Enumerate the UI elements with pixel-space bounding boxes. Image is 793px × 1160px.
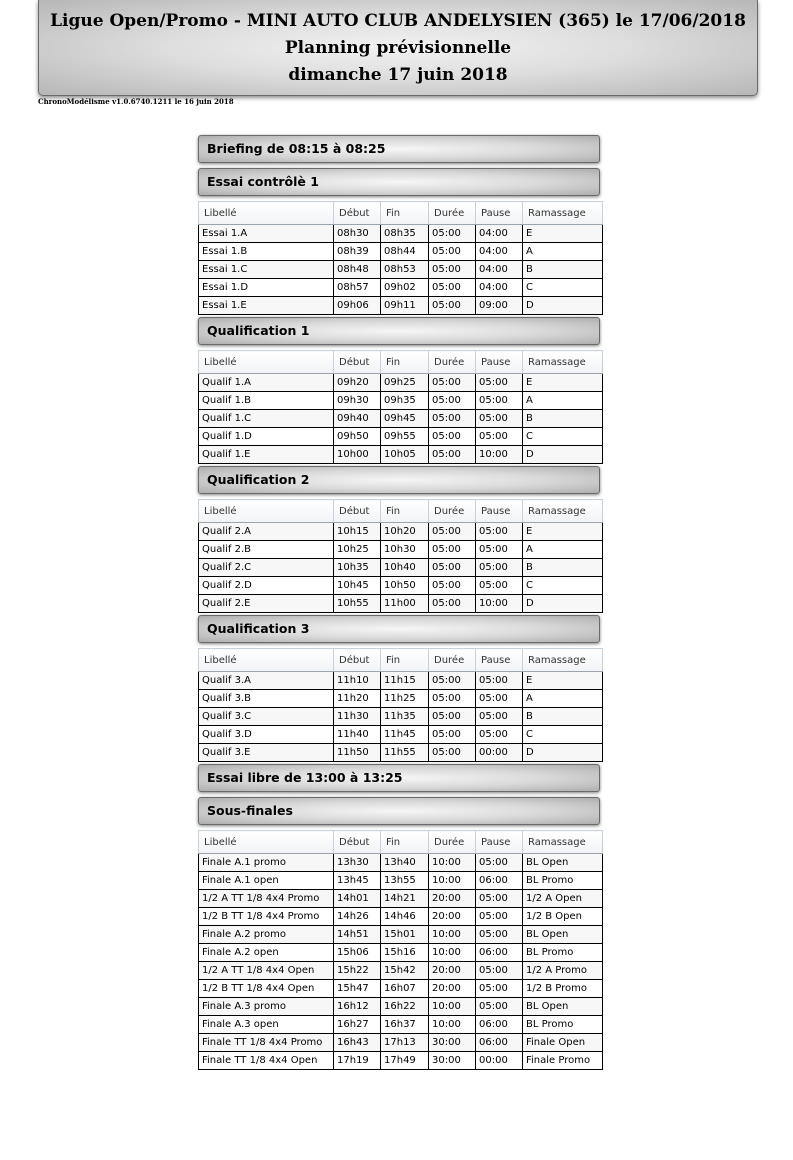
cell-pickup: BL Open — [523, 998, 603, 1016]
table-row — [199, 595, 603, 613]
cell-duration: 05:00 — [429, 446, 476, 464]
table-row — [199, 261, 603, 279]
cell-label: Qualif 3.E — [199, 744, 334, 762]
cell-start: 15h06 — [334, 944, 381, 962]
cell-start: 11h50 — [334, 744, 381, 762]
cell-duration: 05:00 — [429, 672, 476, 690]
cell-label: Finale A.3 open — [199, 1016, 334, 1034]
column-header-start: Début — [334, 831, 381, 854]
cell-end: 09h45 — [381, 410, 429, 428]
cell-pause: 04:00 — [476, 243, 523, 261]
cell-pause: 06:00 — [476, 1016, 523, 1034]
cell-end: 09h55 — [381, 428, 429, 446]
cell-end: 10h40 — [381, 559, 429, 577]
cell-pause: 05:00 — [476, 672, 523, 690]
cell-pickup: D — [523, 297, 603, 315]
cell-label: Finale A.3 promo — [199, 998, 334, 1016]
cell-label: Finale TT 1/8 4x4 Open — [199, 1052, 334, 1070]
table-row — [199, 428, 603, 446]
schedule-table — [198, 499, 603, 613]
cell-end: 16h37 — [381, 1016, 429, 1034]
cell-label: Qualif 2.D — [199, 577, 334, 595]
cell-pause: 04:00 — [476, 279, 523, 297]
cell-pause: 05:00 — [476, 998, 523, 1016]
cell-duration: 10:00 — [429, 854, 476, 872]
column-header-pause: Pause — [476, 202, 523, 225]
cell-duration: 05:00 — [429, 726, 476, 744]
column-header-end: Fin — [381, 649, 429, 672]
cell-pause: 06:00 — [476, 872, 523, 890]
cell-start: 10h25 — [334, 541, 381, 559]
column-header-pickup: Ramassage — [523, 831, 603, 854]
section-title: Qualification 3 — [198, 615, 600, 643]
cell-duration: 05:00 — [429, 708, 476, 726]
cell-start: 14h01 — [334, 890, 381, 908]
cell-duration: 05:00 — [429, 541, 476, 559]
table-row — [199, 541, 603, 559]
cell-pickup: BL Open — [523, 926, 603, 944]
cell-pickup: E — [523, 225, 603, 243]
cell-end: 16h07 — [381, 980, 429, 998]
cell-duration: 10:00 — [429, 944, 476, 962]
table-header-row — [199, 831, 603, 854]
cell-label: Essai 1.B — [199, 243, 334, 261]
cell-end: 10h50 — [381, 577, 429, 595]
cell-end: 15h42 — [381, 962, 429, 980]
cell-label: Finale A.1 promo — [199, 854, 334, 872]
cell-pause: 05:00 — [476, 577, 523, 595]
cell-pickup: Finale Promo — [523, 1052, 603, 1070]
cell-label: Qualif 2.C — [199, 559, 334, 577]
cell-pickup: D — [523, 595, 603, 613]
column-header-end: Fin — [381, 831, 429, 854]
table-header-row — [199, 649, 603, 672]
cell-label: Essai 1.D — [199, 279, 334, 297]
cell-start: 10h15 — [334, 523, 381, 541]
cell-end: 08h53 — [381, 261, 429, 279]
column-header-duration: Durée — [429, 500, 476, 523]
column-header-pickup: Ramassage — [523, 351, 603, 374]
cell-end: 11h15 — [381, 672, 429, 690]
cell-label: Finale A.2 open — [199, 944, 334, 962]
table-row — [199, 854, 603, 872]
cell-pickup: E — [523, 672, 603, 690]
cell-end: 17h13 — [381, 1034, 429, 1052]
cell-start: 08h39 — [334, 243, 381, 261]
schedule-table — [198, 350, 603, 464]
cell-end: 11h45 — [381, 726, 429, 744]
cell-pause: 05:00 — [476, 962, 523, 980]
cell-label: Finale TT 1/8 4x4 Promo — [199, 1034, 334, 1052]
cell-pause: 05:00 — [476, 926, 523, 944]
cell-end: 09h35 — [381, 392, 429, 410]
cell-duration: 05:00 — [429, 297, 476, 315]
cell-label: 1/2 A TT 1/8 4x4 Open — [199, 962, 334, 980]
column-header-pickup: Ramassage — [523, 500, 603, 523]
cell-duration: 05:00 — [429, 225, 476, 243]
table-row — [199, 962, 603, 980]
cell-pause: 05:00 — [476, 726, 523, 744]
cell-start: 15h47 — [334, 980, 381, 998]
schedule-table — [198, 830, 603, 1070]
table-row — [199, 744, 603, 762]
event-date: dimanche 17 juin 2018 — [288, 65, 508, 85]
cell-end: 11h35 — [381, 708, 429, 726]
cell-end: 11h25 — [381, 690, 429, 708]
table-row — [199, 392, 603, 410]
cell-label: Essai 1.C — [199, 261, 334, 279]
cell-duration: 05:00 — [429, 577, 476, 595]
cell-start: 08h57 — [334, 279, 381, 297]
cell-label: Qualif 1.B — [199, 392, 334, 410]
cell-pickup: BL Promo — [523, 1016, 603, 1034]
cell-duration: 05:00 — [429, 523, 476, 541]
cell-label: Qualif 2.A — [199, 523, 334, 541]
cell-pickup: A — [523, 690, 603, 708]
cell-pickup: BL Promo — [523, 872, 603, 890]
cell-start: 14h26 — [334, 908, 381, 926]
cell-pause: 00:00 — [476, 744, 523, 762]
cell-end: 13h55 — [381, 872, 429, 890]
cell-end: 14h21 — [381, 890, 429, 908]
cell-label: Qualif 1.C — [199, 410, 334, 428]
cell-end: 13h40 — [381, 854, 429, 872]
section-title: Qualification 1 — [198, 317, 600, 345]
cell-pause: 04:00 — [476, 225, 523, 243]
cell-start: 09h50 — [334, 428, 381, 446]
cell-pickup: BL Open — [523, 854, 603, 872]
section-title: Essai contrôlè 1 — [198, 168, 600, 196]
column-header-start: Début — [334, 351, 381, 374]
event-title: Ligue Open/Promo - MINI AUTO CLUB ANDELYSIEN (365) le 17/06/2018 — [50, 11, 746, 31]
cell-pickup: 1/2 B Open — [523, 908, 603, 926]
cell-pickup: B — [523, 559, 603, 577]
table-row — [199, 708, 603, 726]
table-row — [199, 523, 603, 541]
cell-label: Qualif 3.A — [199, 672, 334, 690]
cell-end: 15h16 — [381, 944, 429, 962]
cell-duration: 05:00 — [429, 261, 476, 279]
cell-pickup: E — [523, 374, 603, 392]
cell-duration: 05:00 — [429, 279, 476, 297]
cell-pause: 05:00 — [476, 410, 523, 428]
cell-end: 14h46 — [381, 908, 429, 926]
cell-end: 11h55 — [381, 744, 429, 762]
cell-pickup: C — [523, 726, 603, 744]
cell-pickup: B — [523, 708, 603, 726]
cell-pickup: BL Promo — [523, 944, 603, 962]
cell-duration: 10:00 — [429, 1016, 476, 1034]
cell-duration: 05:00 — [429, 243, 476, 261]
cell-start: 13h30 — [334, 854, 381, 872]
cell-end: 16h22 — [381, 998, 429, 1016]
table-row — [199, 1052, 603, 1070]
section-title: Sous-finales — [198, 797, 600, 825]
cell-start: 10h45 — [334, 577, 381, 595]
cell-start: 13h45 — [334, 872, 381, 890]
table-header-row — [199, 500, 603, 523]
cell-start: 08h30 — [334, 225, 381, 243]
table-row — [199, 297, 603, 315]
cell-duration: 20:00 — [429, 890, 476, 908]
cell-start: 09h30 — [334, 392, 381, 410]
cell-end: 09h02 — [381, 279, 429, 297]
cell-label: 1/2 B TT 1/8 4x4 Open — [199, 980, 334, 998]
column-header-end: Fin — [381, 500, 429, 523]
column-header-label: Libellé — [199, 500, 334, 523]
cell-duration: 10:00 — [429, 998, 476, 1016]
cell-start: 11h20 — [334, 690, 381, 708]
cell-label: Qualif 3.D — [199, 726, 334, 744]
cell-pause: 05:00 — [476, 890, 523, 908]
cell-start: 09h40 — [334, 410, 381, 428]
table-row — [199, 890, 603, 908]
column-header-pause: Pause — [476, 649, 523, 672]
schedule-table — [198, 648, 603, 762]
table-row — [199, 577, 603, 595]
cell-label: Qualif 1.E — [199, 446, 334, 464]
cell-label: Finale A.2 promo — [199, 926, 334, 944]
cell-pickup: B — [523, 261, 603, 279]
cell-label: Qualif 1.D — [199, 428, 334, 446]
cell-start: 11h30 — [334, 708, 381, 726]
cell-start: 15h22 — [334, 962, 381, 980]
cell-pickup: A — [523, 541, 603, 559]
cell-label: Qualif 3.B — [199, 690, 334, 708]
column-header-label: Libellé — [199, 351, 334, 374]
document-title: Planning prévisionnelle — [284, 38, 512, 58]
cell-pause: 05:00 — [476, 523, 523, 541]
cell-start: 11h10 — [334, 672, 381, 690]
cell-label: Finale A.1 open — [199, 872, 334, 890]
cell-end: 08h44 — [381, 243, 429, 261]
table-row — [199, 872, 603, 890]
cell-duration: 30:00 — [429, 1052, 476, 1070]
cell-end: 09h11 — [381, 297, 429, 315]
cell-label: 1/2 B TT 1/8 4x4 Promo — [199, 908, 334, 926]
cell-duration: 05:00 — [429, 410, 476, 428]
column-header-end: Fin — [381, 202, 429, 225]
column-header-pause: Pause — [476, 831, 523, 854]
cell-pickup: B — [523, 410, 603, 428]
column-header-start: Début — [334, 500, 381, 523]
cell-pickup: 1/2 B Promo — [523, 980, 603, 998]
cell-pickup: 1/2 A Promo — [523, 962, 603, 980]
table-row — [199, 726, 603, 744]
cell-pause: 05:00 — [476, 559, 523, 577]
section-title: Qualification 2 — [198, 466, 600, 494]
cell-pause: 05:00 — [476, 428, 523, 446]
cell-label: Qualif 3.C — [199, 708, 334, 726]
table-row — [199, 225, 603, 243]
cell-pause: 06:00 — [476, 944, 523, 962]
cell-duration: 20:00 — [429, 980, 476, 998]
cell-duration: 20:00 — [429, 908, 476, 926]
cell-start: 16h43 — [334, 1034, 381, 1052]
table-row — [199, 908, 603, 926]
cell-start: 10h35 — [334, 559, 381, 577]
column-header-pickup: Ramassage — [523, 649, 603, 672]
cell-start: 17h19 — [334, 1052, 381, 1070]
column-header-start: Début — [334, 202, 381, 225]
cell-pause: 05:00 — [476, 908, 523, 926]
cell-pause: 05:00 — [476, 690, 523, 708]
cell-pause: 04:00 — [476, 261, 523, 279]
table-row — [199, 998, 603, 1016]
cell-pickup: 1/2 A Open — [523, 890, 603, 908]
column-header-duration: Durée — [429, 351, 476, 374]
cell-pause: 05:00 — [476, 541, 523, 559]
cell-pickup: Finale Open — [523, 1034, 603, 1052]
cell-start: 09h20 — [334, 374, 381, 392]
column-header-label: Libellé — [199, 649, 334, 672]
table-row — [199, 243, 603, 261]
table-header-row — [199, 202, 603, 225]
cell-end: 17h49 — [381, 1052, 429, 1070]
cell-label: Essai 1.A — [199, 225, 334, 243]
cell-pause: 10:00 — [476, 446, 523, 464]
cell-label: Essai 1.E — [199, 297, 334, 315]
table-row — [199, 410, 603, 428]
schedule — [198, 135, 602, 1072]
cell-start: 16h12 — [334, 998, 381, 1016]
cell-pause: 05:00 — [476, 374, 523, 392]
cell-end: 08h35 — [381, 225, 429, 243]
cell-duration: 05:00 — [429, 374, 476, 392]
column-header-pickup: Ramassage — [523, 202, 603, 225]
section-title: Essai libre de 13:00 à 13:25 — [198, 764, 600, 792]
table-row — [199, 374, 603, 392]
cell-start: 11h40 — [334, 726, 381, 744]
column-header-pause: Pause — [476, 500, 523, 523]
column-header-label: Libellé — [199, 831, 334, 854]
cell-end: 10h30 — [381, 541, 429, 559]
column-header-duration: Durée — [429, 202, 476, 225]
table-row — [199, 1034, 603, 1052]
table-row — [199, 1016, 603, 1034]
cell-pause: 05:00 — [476, 392, 523, 410]
cell-label: Qualif 2.E — [199, 595, 334, 613]
cell-end: 11h00 — [381, 595, 429, 613]
cell-duration: 20:00 — [429, 962, 476, 980]
cell-duration: 05:00 — [429, 595, 476, 613]
cell-duration: 05:00 — [429, 744, 476, 762]
page-header — [38, 0, 758, 96]
cell-pause: 05:00 — [476, 854, 523, 872]
cell-pickup: A — [523, 392, 603, 410]
table-row — [199, 672, 603, 690]
table-row — [199, 690, 603, 708]
cell-pause: 05:00 — [476, 980, 523, 998]
cell-start: 10h00 — [334, 446, 381, 464]
table-row — [199, 446, 603, 464]
cell-start: 16h27 — [334, 1016, 381, 1034]
cell-end: 15h01 — [381, 926, 429, 944]
table-row — [199, 980, 603, 998]
cell-end: 09h25 — [381, 374, 429, 392]
column-header-end: Fin — [381, 351, 429, 374]
cell-pickup: E — [523, 523, 603, 541]
column-header-pause: Pause — [476, 351, 523, 374]
cell-end: 10h20 — [381, 523, 429, 541]
cell-duration: 10:00 — [429, 926, 476, 944]
cell-duration: 30:00 — [429, 1034, 476, 1052]
cell-label: Qualif 1.A — [199, 374, 334, 392]
schedule-table — [198, 201, 603, 315]
cell-duration: 05:00 — [429, 559, 476, 577]
table-header-row — [199, 351, 603, 374]
software-version: ChronoModélisme v1.0.6740.1211 le 16 juin 2018 — [38, 97, 234, 106]
column-header-label: Libellé — [199, 202, 334, 225]
cell-duration: 05:00 — [429, 428, 476, 446]
table-row — [199, 926, 603, 944]
cell-pause: 06:00 — [476, 1034, 523, 1052]
cell-pickup: C — [523, 428, 603, 446]
section-title: Briefing de 08:15 à 08:25 — [198, 135, 600, 163]
cell-pickup: D — [523, 744, 603, 762]
column-header-duration: Durée — [429, 831, 476, 854]
cell-end: 10h05 — [381, 446, 429, 464]
cell-pickup: C — [523, 577, 603, 595]
cell-start: 10h55 — [334, 595, 381, 613]
cell-duration: 05:00 — [429, 392, 476, 410]
cell-start: 08h48 — [334, 261, 381, 279]
cell-pause: 05:00 — [476, 708, 523, 726]
table-row — [199, 944, 603, 962]
table-row — [199, 559, 603, 577]
cell-duration: 05:00 — [429, 690, 476, 708]
cell-pickup: D — [523, 446, 603, 464]
column-header-duration: Durée — [429, 649, 476, 672]
cell-pause: 09:00 — [476, 297, 523, 315]
cell-label: 1/2 A TT 1/8 4x4 Promo — [199, 890, 334, 908]
column-header-start: Début — [334, 649, 381, 672]
cell-pickup: A — [523, 243, 603, 261]
cell-pickup: C — [523, 279, 603, 297]
cell-label: Qualif 2.B — [199, 541, 334, 559]
cell-pause: 10:00 — [476, 595, 523, 613]
cell-pause: 00:00 — [476, 1052, 523, 1070]
cell-duration: 10:00 — [429, 872, 476, 890]
table-row — [199, 279, 603, 297]
cell-start: 09h06 — [334, 297, 381, 315]
cell-start: 14h51 — [334, 926, 381, 944]
